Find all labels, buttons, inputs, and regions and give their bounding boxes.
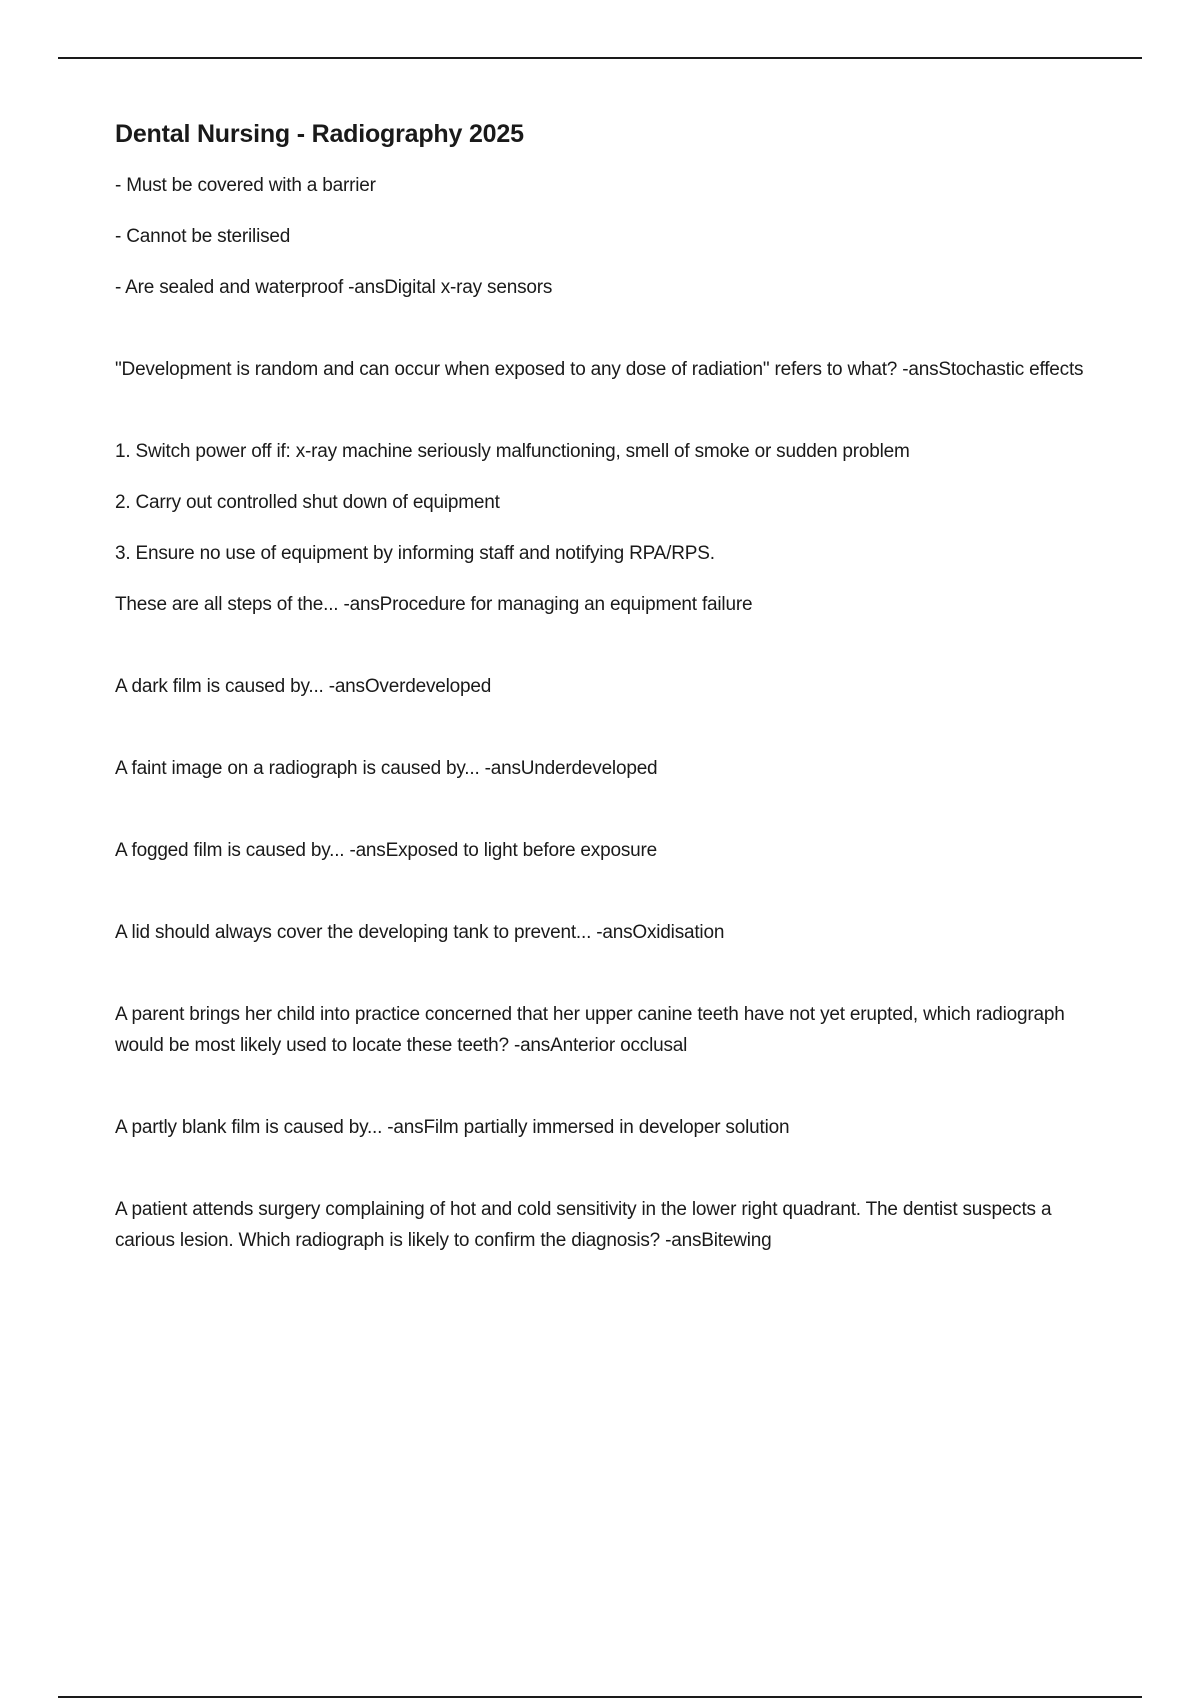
qa-line: "Development is random and can occur when exposed to any dose of radiation" refers to what? -ansStochastic effects — [115, 359, 1084, 380]
qa-line: - Cannot be sterilised — [115, 226, 291, 247]
qa-block-digital-sensors — [115, 170, 1115, 303]
qa-line: A parent brings her child into practice concerned that her upper canine teeth have not yet erupted, which radiograph would be most likely used to locate these teeth? -ansAnterior occlusal — [115, 1004, 1065, 1056]
qa-block-fogged-film — [115, 835, 1115, 866]
qa-block-lid — [115, 917, 1115, 948]
qa-line: 2. Carry out controlled shut down of equipment — [115, 492, 500, 513]
qa-block-equipment-failure — [115, 436, 1115, 620]
document-title: Dental Nursing - Radiography 2025 — [115, 120, 524, 148]
qa-line: 1. Switch power off if: x-ray machine seriously malfunctioning, smell of smoke or sudden problem — [115, 441, 910, 462]
qa-line: 3. Ensure no use of equipment by informing staff and notifying RPA/RPS. — [115, 543, 715, 564]
footer-rule — [58, 1696, 1142, 1698]
qa-line: A faint image on a radiograph is caused by... -ansUnderdeveloped — [115, 758, 658, 779]
qa-block-dark-film — [115, 671, 1115, 702]
document-body — [115, 110, 1115, 1256]
qa-line: A lid should always cover the developing tank to prevent... -ansOxidisation — [115, 922, 725, 943]
qa-line: A patient attends surgery complaining of hot and cold sensitivity in the lower right quadrant. The dentist suspects a carious lesion. Which radiograph is likely to confirm the diagnosis? -ansBitewing — [115, 1199, 1052, 1251]
qa-line: - Must be covered with a barrier — [115, 175, 376, 196]
qa-line: A fogged film is caused by... -ansExposed to light before exposure — [115, 840, 657, 861]
qa-block-bitewing — [115, 1194, 1115, 1256]
qa-line: - Are sealed and waterproof -ansDigital x-ray sensors — [115, 277, 553, 298]
qa-line: These are all steps of the... -ansProcedure for managing an equipment failure — [115, 594, 753, 615]
qa-block-faint-image — [115, 753, 1115, 784]
qa-block-canine — [115, 999, 1115, 1061]
qa-line: A dark film is caused by... -ansOverdeveloped — [115, 676, 492, 697]
header-rule — [58, 57, 1142, 59]
qa-block-stochastic — [115, 354, 1115, 385]
qa-line: A partly blank film is caused by... -ansFilm partially immersed in developer solution — [115, 1117, 790, 1138]
qa-block-blank-film — [115, 1112, 1115, 1143]
